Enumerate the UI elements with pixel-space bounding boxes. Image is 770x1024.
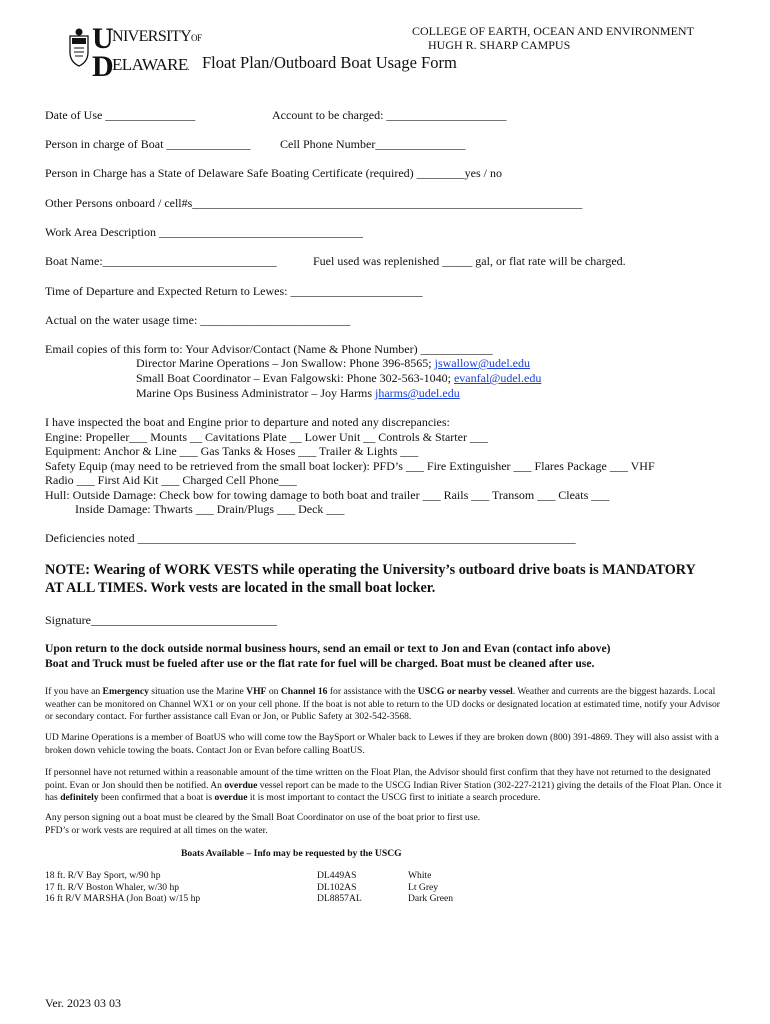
work-vest-note: NOTE: Wearing of WORK VESTS while operating the University’s outboard drive boats is MANDATORY AT ALL TIMES. Work vests are located in the small boat locker. — [45, 562, 696, 596]
deficiencies-field[interactable]: Deficiencies noted _________________________________________________________________________ — [45, 531, 576, 545]
wordmark-line2: ELAWARE. — [112, 55, 190, 74]
email-link-harms[interactable]: jharms@udel.edu — [375, 386, 460, 400]
college-header — [412, 24, 694, 52]
table-row: 18 ft. R/V Bay Sport, w/90 hp DL449AS White — [45, 870, 432, 881]
departure-field[interactable]: Time of Departure and Expected Return to Lewes: ______________________ — [45, 284, 423, 298]
campus-name: HUGH R. SHARP CAMPUS — [428, 38, 571, 52]
account-field[interactable]: Account to be charged: ____________________ — [272, 108, 507, 122]
boats-table — [45, 870, 645, 905]
boatus-paragraph: UD Marine Operations is a member of BoatUS who will come tow the BaySport or Whaler back to Lewes if they are broken down (800) 391-4869. They will also assist with a broken down vehicle towing the boats. Contact Jon or Evan before calling BoatUS. — [45, 732, 719, 756]
fuel-field[interactable]: Fuel used was replenished _____ gal, or flat rate will be charged. — [313, 254, 626, 268]
boat-name-field[interactable]: Boat Name:_____________________________ — [45, 254, 277, 268]
contact-harms: Marine Ops Business Administrator – Joy Harms jharms@udel.edu — [136, 386, 460, 400]
email-intro: Email copies of this form to: Your Advisor/Contact (Name & Phone Number) ____________ — [45, 342, 493, 356]
boats-heading: Boats Available – Info may be requested by the USCG — [181, 848, 402, 859]
safety-checklist[interactable]: Safety Equip (may need to be retrieved from the small boat locker): PFD’s ___ Fire Extinguisher ___ Flares Package ___ VHF — [45, 459, 655, 473]
date-of-use-field[interactable]: Date of Use _______________ — [45, 108, 196, 122]
signout-paragraph: Any person signing out a boat must be cleared by the Small Boat Coordinator on use of the boat prior to first use. PFD’s or work vests are required at all times on the water. — [45, 812, 481, 836]
university-logo — [66, 22, 202, 80]
not-returned-paragraph: If personnel have not returned within a reasonable amount of the time written on the Float Plan, the Advisor should first confirm that they have not returned to the designated point. Evan or Jon should then be notified. An overdue vessel report can be made to the USCG Indian River Station (302-227-2121) giving the details of the Float Plan. Once it has definitely been confirmed that a boat is overdue it is most important to contact the USCG first to initiate a search procedure. — [45, 767, 722, 803]
usage-time-field[interactable]: Actual on the water usage time: _________________________ — [45, 313, 351, 327]
certificate-field[interactable]: Person in Charge has a State of Delaware Safe Boating Certificate (required) ________yes / no — [45, 166, 502, 180]
table-row: 17 ft. R/V Boston Whaler, w/30 hp DL102AS Lt Grey — [45, 881, 439, 893]
equipment-checklist[interactable]: Equipment: Anchor & Line ___ Gas Tanks & Hoses ___ Trailer & Lights ___ — [45, 444, 419, 458]
inside-damage-checklist[interactable]: Inside Damage: Thwarts ___ Drain/Plugs ___ Deck ___ — [75, 502, 345, 516]
hull-checklist[interactable]: Hull: Outside Damage: Check bow for towing damage to both boat and trailer ___ Rails ___ Transom ___ Cleats ___ — [45, 488, 610, 502]
emergency-paragraph: If you have an Emergency situation use the Marine VHF on Channel 16 for assistance with the USCG or nearby vessel. Weather and currents are the biggest hazards. Local weather can be monitored on Channel WX1 or on your cell phone. If the boat is not able to return to the UD docks or designated location at estimated time, notify your Advisor or secondary contact. For further assistance call Evan or Jon, or Public Safety at 302-542-3568. — [45, 686, 720, 722]
college-name: COLLEGE OF EARTH, OCEAN AND ENVIRONMENT — [412, 24, 694, 38]
work-area-field[interactable]: Work Area Description __________________________________ — [45, 225, 363, 239]
table-row: 16 ft R/V MARSHA (Jon Boat) w/15 hp DL8857AL Dark Green — [45, 893, 454, 904]
signature-field[interactable]: Signature_______________________________ — [45, 613, 277, 627]
inspection-intro: I have inspected the boat and Engine prior to departure and noted any discrepancies: — [45, 415, 450, 429]
email-link-falgowski[interactable]: evanfal@udel.edu — [453, 371, 542, 385]
return-instructions: Upon return to the dock outside normal business hours, send an email or text to Jon and Evan (contact info above) — [45, 642, 611, 655]
form-title: Float Plan/Outboard Boat Usage Form — [202, 53, 457, 72]
cell-phone-field[interactable]: Cell Phone Number_______________ — [280, 137, 466, 151]
svg-text:U: U — [92, 22, 114, 55]
contact-swallow: Director Marine Operations – Jon Swallow: Phone 396-8565; jswallow@udel.edu — [136, 356, 530, 370]
other-persons-field[interactable]: Other Persons onboard / cell#s_________________________________________________________________ — [45, 196, 583, 210]
fuel-instructions: Boat and Truck must be fueled after use or the flat rate for fuel will be charged. Boat must be cleaned after use. — [45, 657, 595, 670]
wordmark-line1: NIVERSITYOF — [112, 28, 202, 45]
email-link-swallow[interactable]: jswallow@udel.edu — [434, 356, 530, 370]
engine-checklist[interactable]: Engine: Propeller___ Mounts __ Cavitations Plate __ Lower Unit __ Controls & Starter ___ — [45, 430, 488, 444]
person-in-charge-field[interactable]: Person in charge of Boat ______________ — [45, 137, 251, 151]
contact-falgowski: Small Boat Coordinator – Evan Falgowski: Phone 302-563-1040; evanfal@udel.edu — [136, 371, 542, 385]
radio-checklist[interactable]: Radio ___ First Aid Kit ___ Charged Cell Phone___ — [45, 473, 297, 487]
version-label: Ver. 2023 03 03 — [45, 996, 121, 1010]
svg-text:D: D — [92, 50, 114, 80]
